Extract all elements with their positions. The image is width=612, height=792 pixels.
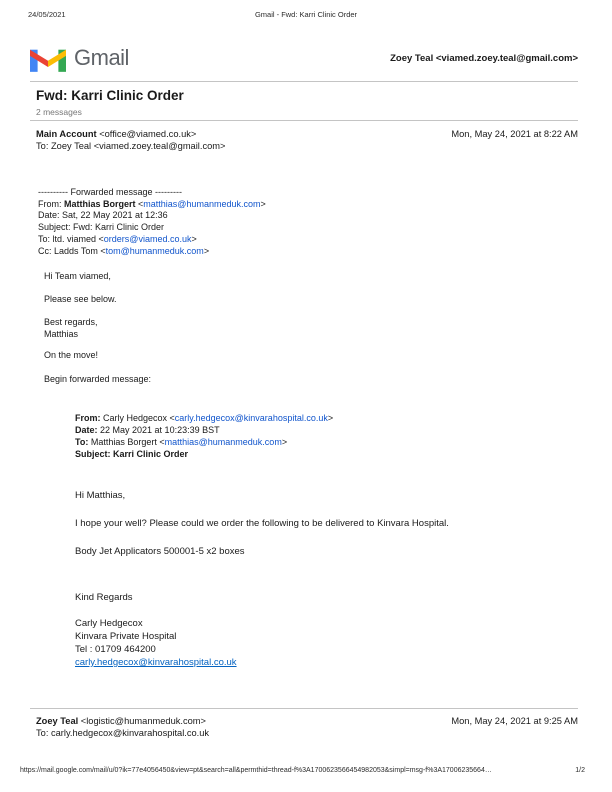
message2-to: To: carly.hedgecox@kinvarahospital.co.uk: [36, 728, 210, 738]
signoff-name: Matthias: [44, 328, 79, 339]
message2-date: Mon, May 24, 2021 at 9:25 AM: [451, 716, 578, 726]
print-title: Gmail - Fwd: Karri Clinic Order: [254, 10, 358, 19]
message1-sender-email: <office@viamed.co.uk>: [96, 129, 197, 139]
angle-close: >: [191, 233, 197, 244]
account-owner: Zoey Teal <viamed.zoey.teal@gmail.com>: [390, 53, 578, 64]
forwarded-date-line: Date: Sat, 22 May 2021 at 12:36: [38, 210, 168, 221]
from-name: Carly Hedgecox <: [100, 413, 175, 423]
print-date: 24/05/2021: [28, 10, 66, 19]
forwarded-header-block: [38, 187, 266, 257]
body-signoff: [44, 317, 98, 340]
quoted-from-line: [75, 412, 333, 424]
divider: [30, 708, 578, 709]
quoted-to-line: [75, 436, 333, 448]
from-name: Matthias Borgert: [64, 198, 136, 209]
signature-email-link[interactable]: carly.hedgecox@kinvarahospital.co.uk: [75, 657, 237, 668]
angle-close: >: [203, 245, 210, 256]
body-begin-forwarded: Begin forwarded message:: [44, 374, 152, 384]
date-label: Date:: [75, 425, 98, 435]
angle-close: >: [281, 437, 288, 447]
signature-tel: Tel : 01709 464200: [75, 644, 156, 655]
divider: [30, 81, 578, 82]
from-label: From:: [75, 413, 101, 423]
cc-label: Cc: Ladds Tom <: [38, 245, 106, 256]
subject-value: Karri Clinic Order: [110, 449, 189, 459]
forwarded-from-line: [38, 199, 266, 211]
print-footer-url: https://mail.google.com/mail/u/0?ik=77e4056450&view=pt&search=all&permthid=thread-f%3A1700623566454982053&simpl=msg-f%3A17006235664…: [20, 767, 492, 774]
quoted-subject-line: [75, 448, 333, 460]
quoted-signature-block: [75, 617, 237, 669]
gmail-wordmark: Gmail: [74, 45, 129, 70]
signature-name: Carly Hedgecox: [75, 618, 143, 629]
body-greeting: Hi Team viamed,: [44, 271, 111, 281]
quoted-to-email-link[interactable]: matthias@humanmeduk.com: [164, 437, 282, 447]
divider: [30, 120, 578, 121]
message2-from: [36, 716, 206, 726]
cc-email-link[interactable]: tom@humanmeduk.com: [105, 245, 204, 256]
signature-org: Kinvara Private Hospital: [75, 631, 177, 642]
quoted-order-item: Body Jet Applicators 500001-5 x2 boxes: [75, 546, 245, 557]
from-label: From:: [38, 198, 64, 209]
gmail-m-icon: [30, 44, 66, 72]
message1-sender-name: Main Account: [36, 129, 97, 139]
to-label: To:: [75, 437, 89, 447]
message2-sender-email: <logistic@humanmeduk.com>: [78, 716, 206, 726]
to-label: To: ltd. viamed <: [38, 233, 104, 244]
from-email-link[interactable]: matthias@humanmeduk.com: [143, 198, 261, 209]
body-line: Please see below.: [44, 294, 117, 304]
message1-to: To: Zoey Teal <viamed.zoey.teal@gmail.com>: [36, 141, 226, 151]
gmail-logo: [30, 44, 129, 72]
message2-sender-name: Zoey Teal: [36, 716, 79, 726]
thread-subject: Fwd: Karri Clinic Order: [36, 88, 184, 103]
angle-close: >: [327, 413, 334, 423]
signoff-text: Best regards,: [44, 317, 98, 327]
quoted-from-email-link[interactable]: carly.hedgecox@kinvarahospital.co.uk: [174, 413, 328, 423]
quoted-header-block: [75, 412, 333, 460]
angle-close: >: [260, 198, 266, 209]
quoted-date-line: [75, 424, 333, 436]
forwarded-to-line: [38, 234, 266, 246]
message1-from: [36, 129, 196, 139]
quoted-greeting: Hi Matthias,: [75, 490, 126, 501]
date-value: 22 May 2021 at 10:23:39 BST: [97, 425, 220, 435]
forwarded-subject-line: Subject: Fwd: Karri Clinic Order: [38, 222, 165, 233]
quoted-request: I hope your well? Please could we order the following to be delivered to Kinvara Hospital.: [75, 518, 449, 529]
forwarded-cc-line: [38, 246, 266, 258]
to-name: Matthias Borgert <: [88, 437, 165, 447]
message1-date: Mon, May 24, 2021 at 8:22 AM: [451, 129, 578, 139]
to-email-link[interactable]: orders@viamed.co.uk: [103, 233, 192, 244]
quoted-signoff: Kind Regards: [75, 592, 133, 603]
body-mobile-note: On the move!: [44, 350, 99, 360]
message-count: 2 messages: [36, 107, 82, 117]
subject-label: Subject:: [75, 449, 111, 459]
print-footer-page-number: 1/2: [575, 767, 585, 774]
forwarded-separator: ---------- Forwarded message ---------: [38, 187, 182, 197]
angle-open: <: [135, 198, 144, 209]
